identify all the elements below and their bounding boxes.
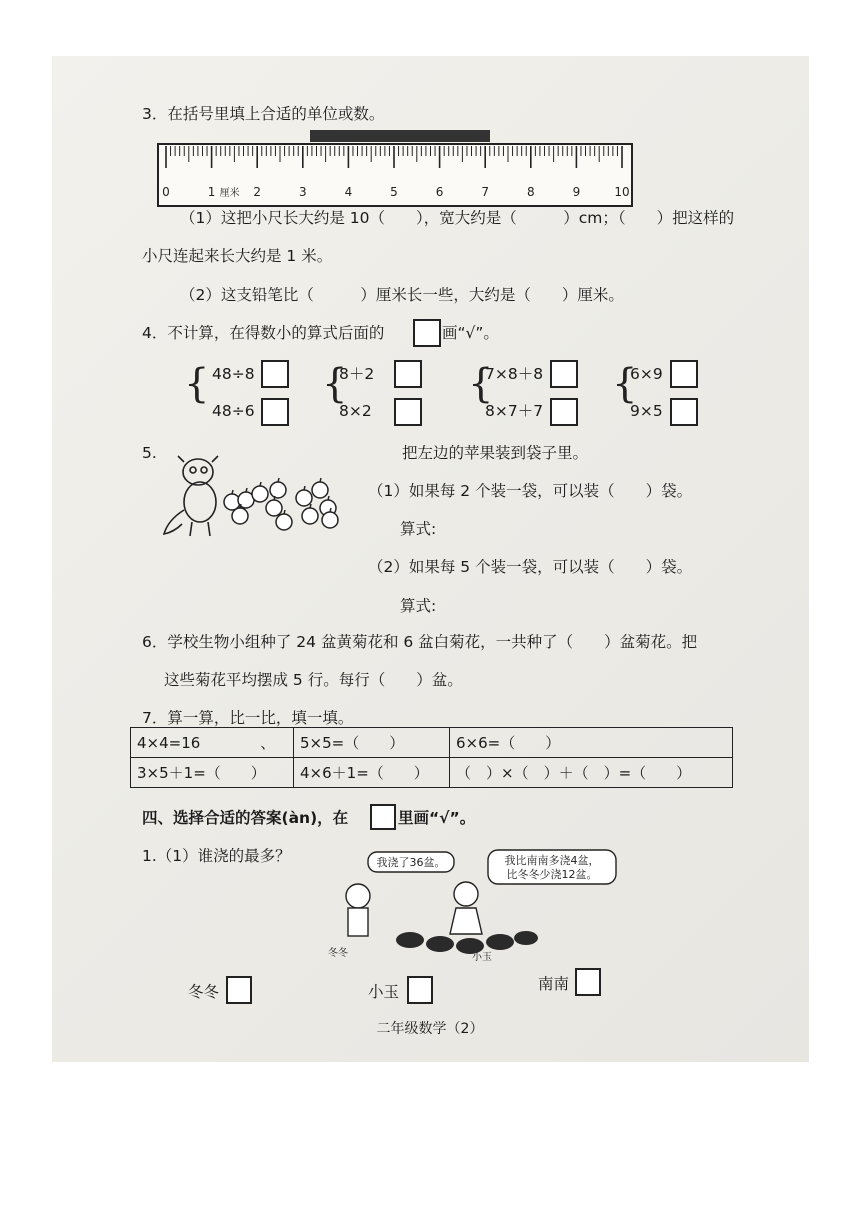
brace-icon: { [612, 361, 638, 407]
ruler-number: 8 [526, 185, 535, 199]
q5-sub2: （2）如果每 5 个装一袋，可以装（ ）袋。 [368, 558, 693, 576]
option-nannan-checkbox[interactable] [575, 968, 601, 996]
ruler-number: 2 [253, 185, 262, 199]
apple-stem [232, 490, 233, 494]
table-cell: 4×6＋1=（ ） [294, 758, 450, 788]
ruler-number: 6 [435, 185, 444, 199]
table-cell: （ ）×（ ）＋（ ）=（ ） [450, 758, 733, 788]
apple-icon [322, 512, 338, 528]
ruler-number: 0 [162, 185, 170, 199]
q7-title: 7．算一算，比一比，填一填。 [142, 709, 354, 727]
children-watering-flowers-illustration [300, 848, 620, 966]
q5-sub2-formula: 算式: [400, 597, 437, 615]
monkey-with-apples-illustration [160, 450, 344, 542]
apple-stem [304, 486, 305, 490]
ruler-number: 5 [390, 185, 398, 199]
section4-q1: 1.（1）谁浇的最多？ [142, 847, 291, 865]
table-cell: 5×5=（ ） [294, 728, 450, 758]
option-xiaoyu-checkbox[interactable] [407, 976, 433, 1004]
apple-icon [276, 514, 292, 530]
ruler-number: 4 [344, 185, 353, 199]
q4-g1-a-answer-box[interactable] [261, 360, 289, 388]
q4-g4-b: 9×5 [630, 402, 663, 420]
table-cell: 3×5＋1=（ ） [131, 758, 294, 788]
section4-title-checkbox-icon [370, 804, 396, 830]
q5-number: 5. [142, 444, 157, 462]
option-nannan-label: 南南 [538, 975, 570, 993]
apple-stem [330, 508, 331, 512]
option-dongdong-label: 冬冬 [188, 983, 220, 1001]
q4-g2-a-answer-box[interactable] [394, 360, 422, 388]
apple-icon [270, 482, 286, 498]
apple-stem [246, 488, 247, 492]
q4-g3-b-answer-box[interactable] [550, 398, 578, 426]
q4-g1-b-answer-box[interactable] [261, 398, 289, 426]
q4-g4-b-answer-box[interactable] [670, 398, 698, 426]
q4-title: 4．不计算，在得数小的算式后面的 [142, 324, 385, 342]
brace-icon: { [322, 361, 348, 407]
apple-stem [274, 496, 275, 500]
q5-sub1-formula: 算式: [400, 520, 437, 538]
q3-title: 3．在括号里填上合适的单位或数。 [142, 105, 385, 123]
page-footer: 二年级数学（2） [376, 1021, 484, 1037]
brace-icon: { [468, 361, 494, 407]
bubble-left: 我浇了36盆。 [376, 856, 446, 869]
q3-part1-line2: 小尺连起来长大约是 1 米。 [142, 247, 333, 265]
ruler-number: 7 [481, 185, 490, 199]
apple-icon [296, 490, 312, 506]
ruler-number: 1 [207, 185, 216, 199]
label-dongdong: 冬冬 [328, 948, 348, 959]
apple-icon [232, 508, 248, 524]
ruler-number: 9 [572, 185, 581, 199]
ruler-unit: 厘米 [219, 188, 240, 199]
apple-stem [278, 478, 279, 482]
ruler-number: 10 [614, 185, 630, 199]
option-xiaoyu-label: 小玉 [368, 983, 400, 1001]
apple-stem [284, 510, 285, 514]
q3-part2: （2）这支铅笔比（ ）厘米长一些，大约是（ ）厘米。 [180, 286, 624, 304]
option-dongdong-checkbox[interactable] [226, 976, 252, 1004]
q3-part1-line1: （1）这把小尺长大约是 10（ ），宽大约是（ ）cm；（ ）把这样的 [180, 209, 735, 227]
section4-title-b: 里画“√”。 [398, 809, 476, 827]
q4-g3-a: 7×8＋8 [485, 365, 544, 383]
apple-stem [240, 504, 241, 508]
q4-g2-b: 8×2 [339, 402, 372, 420]
label-xiaoyu: 小玉 [472, 952, 492, 963]
q4-g2-a: 8＋2 [339, 365, 375, 383]
q5-sub1: （1）如果每 2 个装一袋，可以装（ ）袋。 [368, 482, 693, 500]
table-row [131, 728, 733, 758]
table-cell: 4×4=16 、 [131, 728, 294, 758]
table-row [131, 758, 733, 788]
q4-title-checkbox-icon [413, 319, 441, 347]
apple-icon [302, 508, 318, 524]
q7-table [130, 727, 733, 788]
q4-g4-a-answer-box[interactable] [670, 360, 698, 388]
q6-line1: 6．学校生物小组种了 24 盆黄菊花和 6 盆白菊花，一共种了（ ）盆菊花。把 [142, 633, 698, 651]
q4-g3-a-answer-box[interactable] [550, 360, 578, 388]
ruler-number: 3 [298, 185, 307, 199]
apple-icon [266, 500, 282, 516]
section4-title-a: 四、选择合适的答案(àn)，在 [142, 809, 349, 827]
q4-title-end: 画“√”。 [442, 324, 499, 342]
apple-icon [312, 482, 328, 498]
q4-g1-b: 48÷6 [212, 402, 255, 420]
q4-g1-a: 48÷8 [212, 365, 255, 383]
q4-g2-b-answer-box[interactable] [394, 398, 422, 426]
apple-stem [320, 478, 321, 482]
q4-g4-a: 6×9 [630, 365, 663, 383]
pencil [310, 130, 490, 142]
ruler-image [150, 128, 640, 210]
apple-stem [328, 496, 329, 500]
q6-line2: 这些菊花平均摆成 5 行。每行（ ）盆。 [164, 671, 463, 689]
brace-icon: { [184, 361, 210, 407]
q4-g3-b: 8×7＋7 [485, 402, 544, 420]
bubble-right-line1: 我比南南多浇4盆， [504, 854, 600, 867]
table-cell: 6×6=（ ） [450, 728, 733, 758]
apple-stem [310, 504, 311, 508]
apple-stem [260, 482, 261, 486]
apple-icon [252, 486, 268, 502]
bubble-right-line2: 比冬冬少浇12盆。 [506, 868, 598, 881]
q5-intro: 把左边的苹果装到袋子里。 [402, 444, 589, 462]
